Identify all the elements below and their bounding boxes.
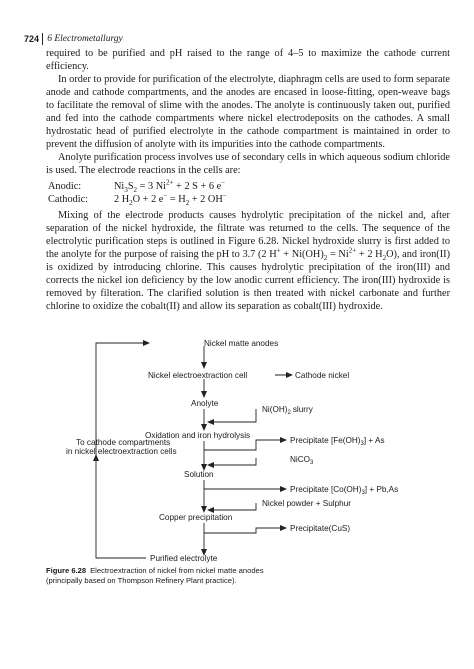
nico3-input-line bbox=[208, 458, 256, 465]
anolyte-label: Anolyte bbox=[191, 399, 219, 408]
copper-precipitation-label: Copper precipitation bbox=[159, 513, 233, 522]
slurry-input-line bbox=[208, 409, 256, 422]
anodic-label: Anodic: bbox=[48, 181, 82, 192]
fe-precipitate-label: Precipitate $[Fe(OH)_3] + As$ bbox=[290, 436, 385, 447]
co-precipitate-label: Precipitate $[Co(OH)_3] + Pb,As$ bbox=[290, 485, 399, 496]
nickel-powder-input-line bbox=[208, 503, 256, 510]
paragraph: In order to provide for purification of the electrolyte, diaphragm cells are used to form separate anode and cathode compartments, and the anodes are encased in loose-fitting, open-weave bags to facilitate the removal of slime with the anodes. The anolyte is continuously taken out, purified and fed into the cathode compartments where nickel electrodeposits on the cathodes. A small hydrostatic head of purified electrolyte in the cathode compartment is maintained in order to prevent the diffusion of anolyte with its impurities into the cathode compartments. bbox=[46, 74, 450, 150]
cus-precipitate-label: Precipitate(CuS) bbox=[290, 524, 351, 533]
cathodic-label: Cathodic: bbox=[48, 194, 89, 205]
cathode-nickel-label: Cathode nickel bbox=[295, 371, 350, 380]
purified-electrolyte-label: Purified electrolyte bbox=[150, 554, 218, 563]
figure-caption bbox=[46, 566, 446, 586]
to-cathode-compartments-label: To cathode compartments bbox=[76, 438, 171, 447]
in-nickel-cells-label: in nickel electroextraction cells bbox=[66, 447, 177, 456]
caption-text-line2: (principally based on Thompson Refinery Plant practice). bbox=[46, 576, 237, 585]
cathodic-equation: 2 $H_2O + 2$ $e^- = H_2 + 2$ OH− bbox=[114, 191, 227, 208]
paragraph: Anolyte purification process involves use of secondary cells in which aqueous sodium chloride is used. The electrode reactions in the cells are: bbox=[46, 152, 450, 176]
caption-text-line1: Electroextraction of nickel from nickel matte anodes bbox=[90, 566, 264, 575]
figure-label: Figure 6.28 bbox=[46, 566, 87, 575]
cus-precipitate-line bbox=[204, 528, 286, 533]
nickel-powder-sulphur-label: Nickel powder + Sulphur bbox=[262, 499, 351, 508]
running-title: 6 Electrometallurgy bbox=[47, 34, 123, 44]
nickel-electroextraction-cell-label: Nickel electroextraction cell bbox=[148, 371, 248, 380]
paragraph: required to be purified and pH raised to the range of 4–5 to maximize the cathode current efficiency. bbox=[46, 48, 450, 72]
nico3-label: NiCO$_3$ bbox=[290, 455, 314, 466]
solution-label: Solution bbox=[184, 470, 214, 479]
ni-oh2-slurry-label: $Ni(OH)_2$ slurry bbox=[262, 405, 313, 416]
fe-precipitate-line bbox=[204, 440, 286, 450]
anodic-equation: $Ni_3S_2 = 3$ $Ni^{2+} + 2$ S + 6 e− bbox=[114, 178, 226, 195]
nickel-matte-anodes-label: Nickel matte anodes bbox=[204, 339, 279, 348]
oxidation-iron-hydrolysis-label: Oxidation and iron hydrolysis bbox=[145, 431, 251, 440]
paragraph: Mixing of the electrode products causes hydrolytic precipitation of the nickel and, after separation of the nickel hydroxide, the filtrate was returned to the cells. The sequence of the electrolytic purification steps is outlined in Figure 6.28. Nickel hydroxide slurry is first added to the anolyte for the purpose of raising the pH to 3.7 (2 $H^+ + Ni(OH)_2 = Ni^{2+} + 2$ $H_2O$), and iron(II) is oxidized by introducing chlorine. This causes hydrolytic precipitation of the iron(III) and corrects the nickel ion deficiency by the low anodic current efficiency. The iron(III) hydroxide is removed by filteration. The clarified solution is then treated with nickel carbonate and further chlorine to oxidize the cobalt(II) and allow its separation as cobalt(III) hydroxide. bbox=[46, 210, 451, 312]
page-number: 724 bbox=[24, 34, 40, 44]
